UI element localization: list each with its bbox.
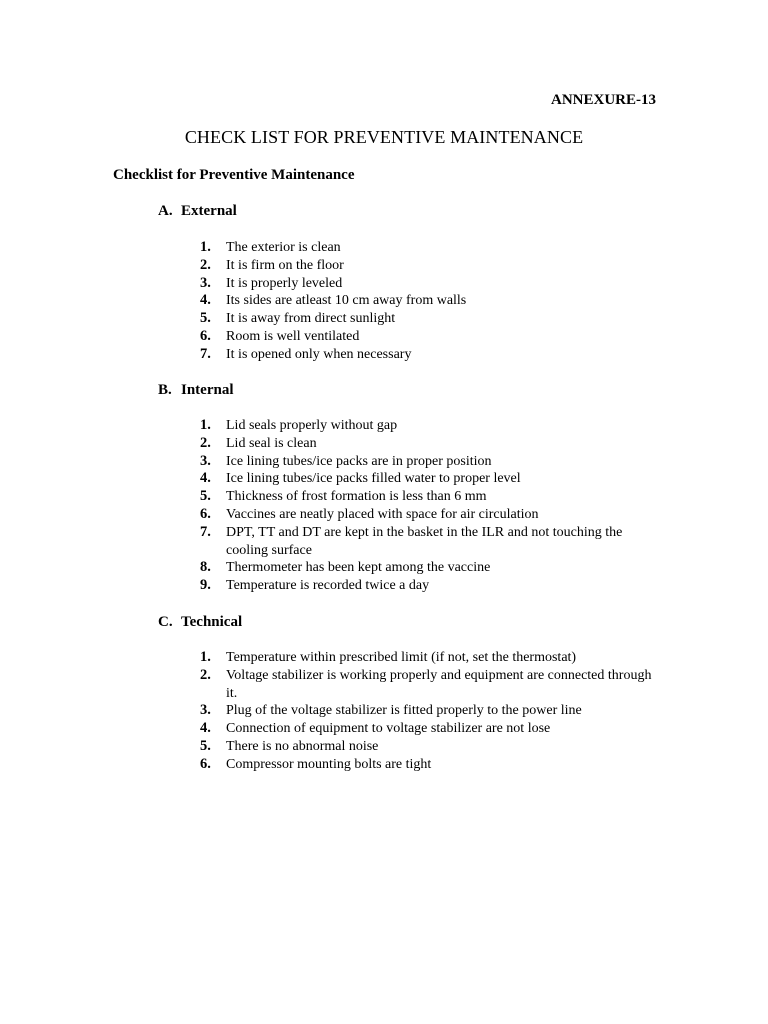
checklist-external bbox=[200, 239, 660, 364]
list-item bbox=[200, 239, 660, 257]
section-heading bbox=[158, 381, 678, 399]
list-item bbox=[200, 738, 660, 756]
list-item bbox=[200, 257, 660, 275]
item-number: 3. bbox=[200, 274, 211, 291]
item-text: Thermometer has been kept among the vaccine bbox=[226, 560, 491, 576]
item-text: Thickness of frost formation is less than 6 mm bbox=[226, 489, 487, 505]
item-number: 2. bbox=[200, 256, 211, 273]
list-item bbox=[200, 310, 660, 328]
item-text: Lid seal is clean bbox=[226, 435, 317, 451]
list-item bbox=[200, 453, 660, 471]
item-text: Compressor mounting bolts are tight bbox=[226, 756, 432, 772]
list-item bbox=[200, 435, 660, 453]
item-text: Ice lining tubes/ice packs are in proper position bbox=[226, 453, 492, 469]
section-heading bbox=[158, 202, 678, 220]
item-text: Temperature is recorded twice a day bbox=[226, 578, 430, 594]
list-item bbox=[200, 417, 660, 435]
item-number: 4. bbox=[200, 470, 211, 487]
list-item bbox=[200, 559, 660, 577]
item-number: 1. bbox=[200, 239, 211, 255]
list-item bbox=[200, 756, 660, 774]
item-number: 7. bbox=[200, 523, 211, 540]
item-number: 9. bbox=[200, 577, 211, 594]
item-number: 5. bbox=[200, 310, 211, 327]
list-item bbox=[200, 292, 660, 310]
list-item bbox=[200, 702, 660, 720]
item-text: It is opened only when necessary bbox=[226, 346, 412, 362]
item-number: 7. bbox=[200, 345, 211, 362]
checklist-internal bbox=[200, 417, 660, 595]
item-text: Vaccines are neatly placed with space for air circulation bbox=[226, 506, 539, 522]
list-item bbox=[200, 470, 660, 488]
item-number: 5. bbox=[200, 737, 211, 754]
item-number: 4. bbox=[200, 720, 211, 737]
section-title: Technical bbox=[181, 614, 243, 630]
item-text: Lid seals properly without gap bbox=[226, 418, 398, 433]
item-text: It is properly leveled bbox=[226, 275, 343, 291]
item-number: 4. bbox=[200, 292, 211, 309]
item-number: 1. bbox=[200, 417, 211, 433]
list-item bbox=[200, 506, 660, 524]
item-text: Room is well ventilated bbox=[226, 328, 360, 344]
page-subtitle: Checklist for Preventive Maintenance bbox=[113, 167, 355, 183]
list-item bbox=[200, 577, 660, 595]
section-internal bbox=[158, 381, 678, 595]
item-text: There is no abnormal noise bbox=[226, 738, 379, 754]
checklist-technical bbox=[200, 649, 660, 774]
item-text: DPT, TT and DT are kept in the basket in the ILR and not touching the cooling surface bbox=[226, 524, 623, 558]
item-text: Voltage stabilizer is working properly and equipment are connected through it. bbox=[226, 667, 652, 701]
list-item bbox=[200, 328, 660, 346]
item-number: 1. bbox=[200, 649, 211, 665]
section-letter: C. bbox=[158, 614, 173, 630]
section-title: External bbox=[181, 203, 237, 219]
section-technical bbox=[158, 613, 678, 774]
list-item bbox=[200, 346, 660, 364]
item-number: 3. bbox=[200, 702, 211, 719]
list-item bbox=[200, 524, 660, 560]
item-text: Its sides are atleast 10 cm away from walls bbox=[226, 293, 467, 309]
item-text: Ice lining tubes/ice packs filled water to proper level bbox=[226, 471, 521, 487]
list-item bbox=[200, 720, 660, 738]
item-number: 3. bbox=[200, 452, 211, 469]
list-item bbox=[200, 488, 660, 506]
item-text: It is firm on the floor bbox=[226, 257, 344, 273]
item-number: 6. bbox=[200, 327, 211, 344]
item-number: 6. bbox=[200, 755, 211, 772]
list-item bbox=[200, 667, 660, 703]
item-number: 2. bbox=[200, 434, 211, 451]
item-text: It is away from direct sunlight bbox=[226, 311, 396, 327]
item-number: 8. bbox=[200, 559, 211, 576]
item-number: 2. bbox=[200, 666, 211, 683]
page-title: CHECK LIST FOR PREVENTIVE MAINTENANCE bbox=[184, 127, 584, 147]
item-text: Temperature within prescribed limit (if not, set the thermostat) bbox=[226, 650, 577, 665]
section-external bbox=[158, 202, 678, 364]
list-item bbox=[200, 649, 660, 667]
section-heading bbox=[158, 613, 678, 631]
item-number: 6. bbox=[200, 505, 211, 522]
list-item bbox=[200, 275, 660, 293]
section-title: Internal bbox=[181, 382, 234, 398]
item-text: Plug of the voltage stabilizer is fitted properly to the power line bbox=[226, 703, 582, 719]
section-letter: B. bbox=[158, 382, 172, 398]
item-text: The exterior is clean bbox=[226, 240, 341, 255]
item-number: 5. bbox=[200, 488, 211, 505]
section-letter: A. bbox=[158, 203, 173, 219]
item-text: Connection of equipment to voltage stabilizer are not lose bbox=[226, 721, 551, 737]
annexure-label: ANNEXURE-13 bbox=[551, 92, 656, 108]
